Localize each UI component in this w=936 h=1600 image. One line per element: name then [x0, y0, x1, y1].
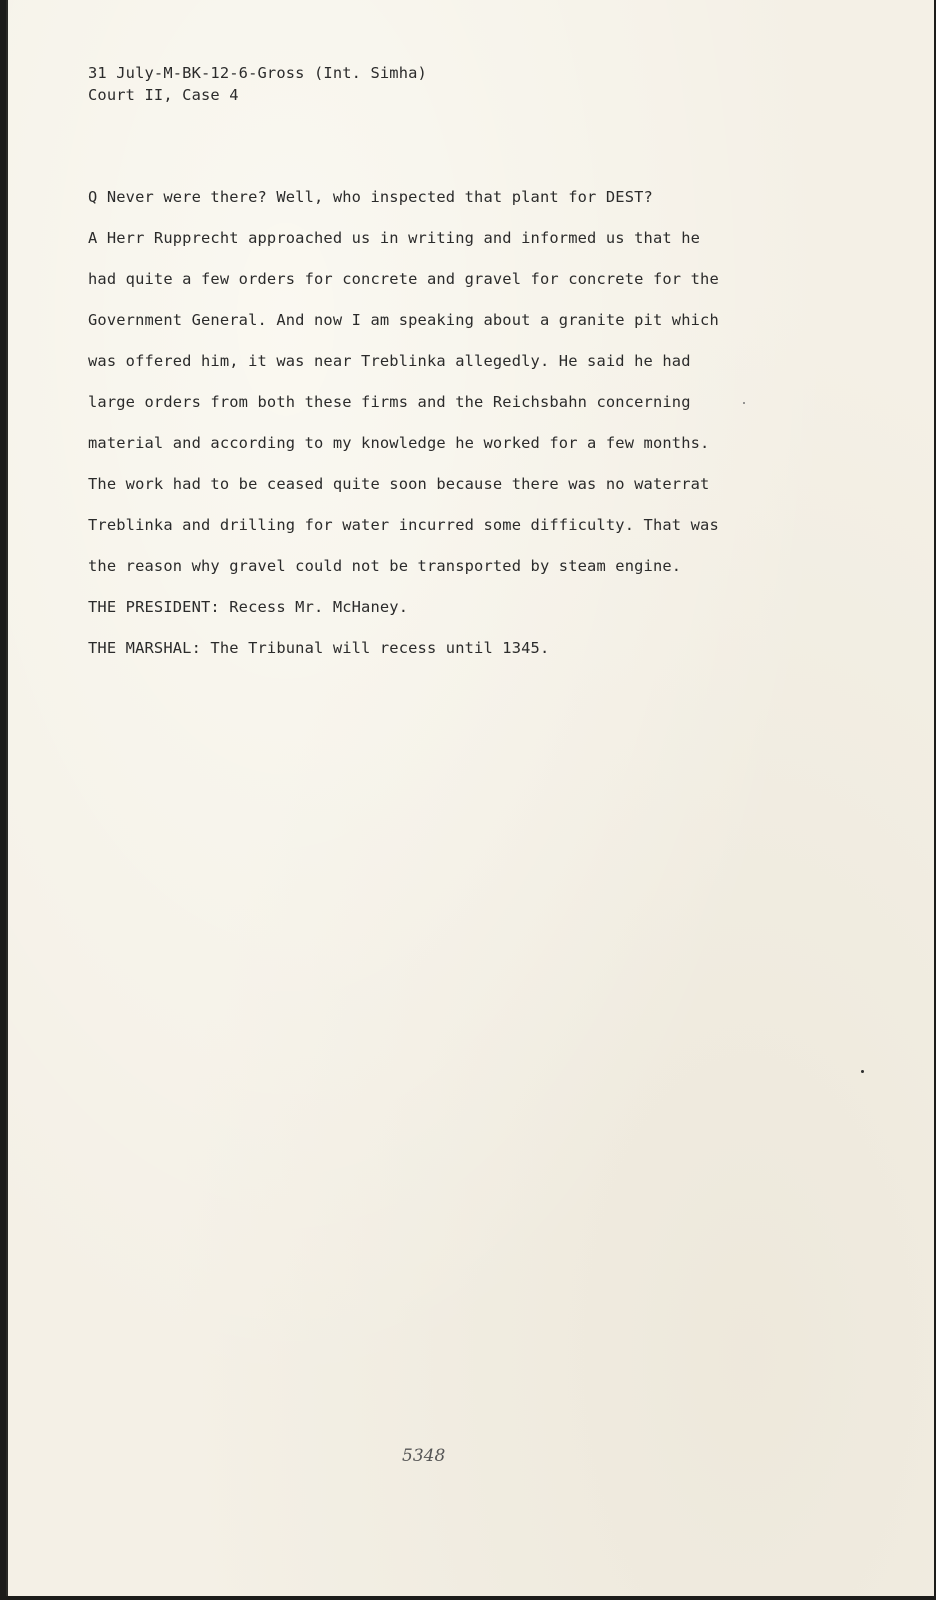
transcript-line: was offered him, it was near Treblinka allegedly. He said he had [88, 352, 691, 370]
transcript-line: Treblinka and drilling for water incurred some difficulty. That was [88, 516, 719, 534]
page-number: 5348 [402, 1446, 446, 1466]
document-page [6, 0, 934, 1596]
speaker-line-marshal: THE MARSHAL: The Tribunal will recess until 1345. [88, 639, 550, 657]
transcript-line: Q Never were there? Well, who inspected that plant for DEST? [88, 188, 653, 206]
transcript-line: material and according to my knowledge he worked for a few months. [88, 434, 710, 452]
speaker-line-president: THE PRESIDENT: Recess Mr. McHaney. [88, 598, 409, 616]
transcript-line: Government General. And now I am speaking about a granite pit which [88, 311, 719, 329]
header-court-case: Court II, Case 4 [88, 86, 239, 104]
transcript-line: The work had to be ceased quite soon because there was no waterrat [88, 475, 710, 493]
paper-speck [743, 402, 745, 404]
transcript-line: the reason why gravel could not be transported by steam engine. [88, 557, 682, 575]
paper-speck [861, 1070, 864, 1073]
transcript-line: large orders from both these firms and the Reichsbahn concerning [88, 393, 691, 411]
header-reference: 31 July-M-BK-12-6-Gross (Int. Simha) [88, 64, 427, 82]
transcript-line: A Herr Rupprecht approached us in writing and informed us that he [88, 229, 701, 247]
transcript-line: had quite a few orders for concrete and gravel for concrete for the [88, 270, 719, 288]
